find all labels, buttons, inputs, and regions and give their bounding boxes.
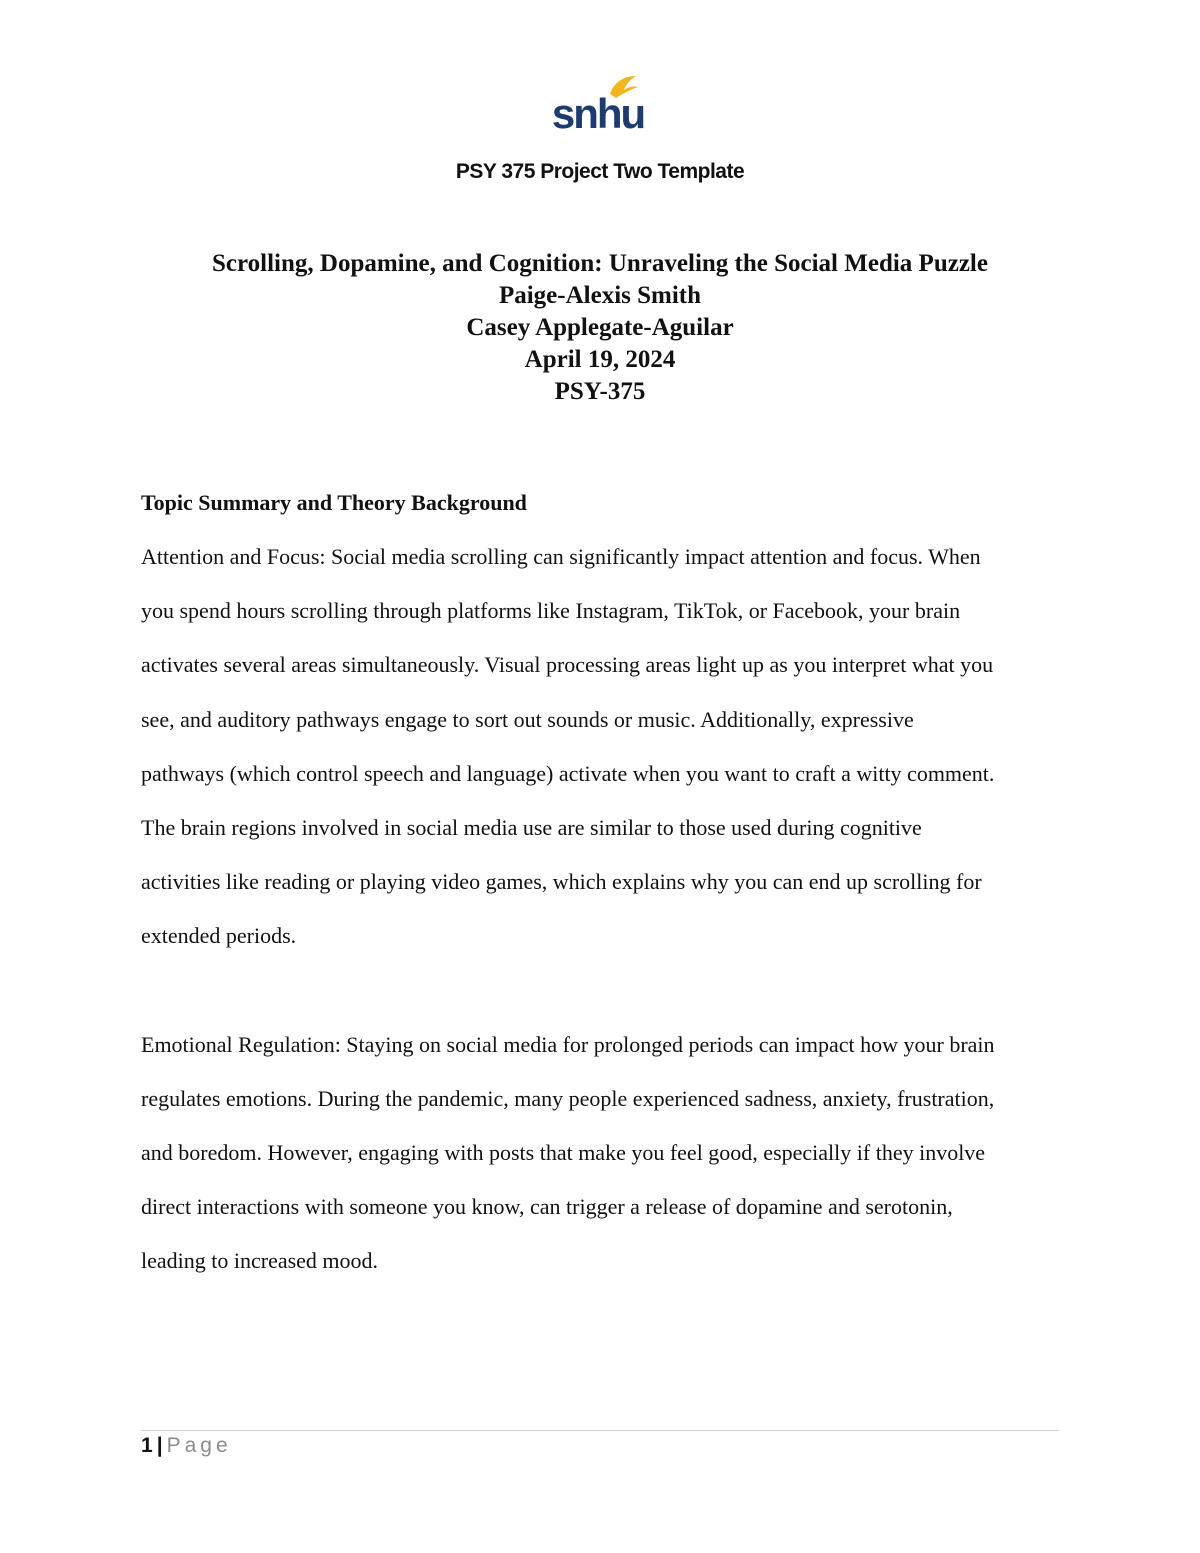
paragraph-line: Emotional Regulation: Staying on social media for prolonged periods can impact how your brain	[141, 1031, 995, 1057]
paragraph-line: pathways (which control speech and language) activate when you want to craft a witty comment.	[141, 760, 995, 786]
instructor-name: Casey Applegate-Aguilar	[466, 314, 734, 341]
paragraph-line: The brain regions involved in social media use are similar to those used during cognitive	[141, 815, 922, 841]
snhu-logo	[552, 72, 644, 134]
section-heading: Topic Summary and Theory Background	[141, 490, 527, 515]
paragraph-line: see, and auditory pathways engage to sort out sounds or music. Additionally, expressive	[141, 706, 914, 732]
paragraph-line: direct interactions with someone you know, can trigger a release of dopamine and serotonin,	[141, 1194, 953, 1220]
paper-date: April 19, 2024	[524, 346, 676, 373]
paragraph-emotional-regulation	[141, 1018, 1071, 1289]
paragraph-line: and boredom. However, engaging with posts that make you feel good, especially if they involve	[141, 1140, 986, 1166]
author-name: Paige-Alexis Smith	[498, 282, 702, 309]
footer-separator: |	[156, 1434, 163, 1457]
logo-wordmark: snhu	[552, 90, 644, 134]
course-code: PSY-375	[554, 378, 646, 405]
paper-title: Scrolling, Dopamine, and Cognition: Unraveling the Social Media Puzzle	[212, 250, 988, 277]
paragraph-line: activates several areas simultaneously. Visual processing areas light up as you interpret what you	[141, 652, 994, 678]
paragraph-attention-focus	[141, 530, 1071, 964]
paragraph-line: extended periods.	[141, 923, 297, 949]
template-title: PSY 375 Project Two Template	[455, 160, 745, 183]
snhu-logo-mark	[552, 72, 644, 134]
paragraph-line: leading to increased mood.	[141, 1248, 379, 1274]
paragraph-line: activities like reading or playing video games, which explains why you can end up scrolling for	[141, 869, 982, 895]
paragraph-line: Attention and Focus: Social media scrolling can significantly impact attention and focus. When	[141, 544, 981, 569]
body-content	[141, 488, 1071, 1289]
page-footer	[141, 1433, 232, 1459]
paragraph-spacer	[141, 964, 1071, 1018]
page-label: Page	[166, 1434, 232, 1457]
footer-divider	[141, 1430, 1059, 1431]
paragraph-line: regulates emotions. During the pandemic, many people experienced sadness, anxiety, frustration,	[141, 1085, 995, 1111]
page-number: 1	[141, 1434, 153, 1457]
paragraph-line: you spend hours scrolling through platforms like Instagram, TikTok, or Facebook, your brain	[141, 598, 961, 624]
title-block	[0, 248, 1200, 408]
